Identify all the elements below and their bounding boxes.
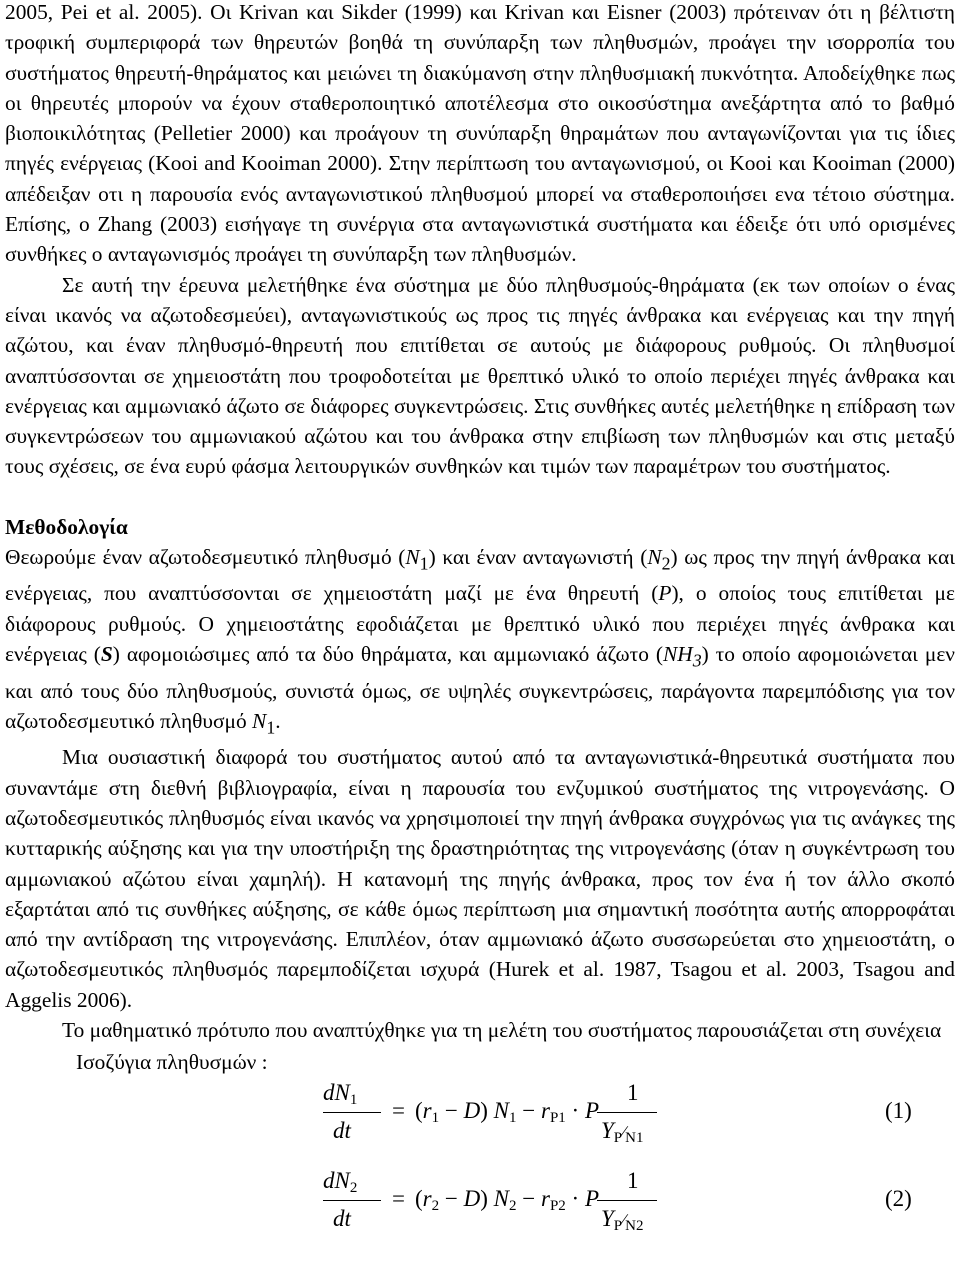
paragraph-model-intro: Το μαθηματικό πρότυπο που αναπτύχθηκε για τη μελέτη του συστήματος παρουσιάζεται στη συνέχεια [62, 1018, 942, 1043]
document-page [5, 0, 955, 1254]
paragraph-intro: 2005, Pei et al. 2005). Οι Krivan και Sikder (1999) και Krivan και Eisner (2003) πρότειναν ότι η βέλτιστη τροφική συμπεριφορά των θηρευτών βοηθά τη συνύπαρξη των πληθυσμών, προάγει την ισορροπία του συστήματος θηρευτή-θηράματος και μειώνει τη διακύμανση στην πληθυσμιακή πυκνότητα. Αποδείχθηκε πως οι θηρευτές μπορούν να έχουν σταθεροποιητικό αποτέλεσμα στο οικοσύστημα ανεξάρτητα από το βαθμό βιοποικιλότητας (Pelletier 2000) και προάγουν τη συνύπαρξη θηραμάτων που ανταγωνίζονται για τις ίδιες πηγές ενέργειας (Kooi and Kooiman 2000). Στην περίπτωση του ανταγωνισμού, οι Kooi και Kooiman (2000) απέδειξαν οτι η παρουσία ενός ανταγωνιστικού πληθυσμού μπορεί να σταθεροποιήσει ενα τέτοιο σύστημα. Επίσης, ο Zhang (2003) εισήγαγε τη συνέργια στα ανταγωνιστικά συστήματα και έδειξε ότι υπό ορισμένες συνθήκες ο ανταγωνισμός προάγει τη συνύπαρξη των πληθυσμών. [5, 0, 955, 267]
equation-2: $dN_2$ dt = $(r_2 - D) N_2 - r_{P2} \cdot P$ 1 $Y_P∕_{N2}$ (2) [323, 1167, 912, 1234]
paragraph-method: Θεωρούμε έναν αζωτοδεσμευτικό πληθυσμό $(N_1)$ και έναν ανταγωνιστή $(N_2)$ ως προς την πηγή άνθρακα και ενέργειας, που αναπτύσσονται σε χημειοστάτη μαζί με ένα θηρευτή (P), ο οποίος τους επιτίθεται με διάφορους ρυθμούς. Ο χημειοστάτης εφοδιάζεται με θρεπτικό υλικό που περιέχει πηγές άνθρακα και ενέργειας (S) αφομοιώσιμες από τα δύο θηράματα, και αμμωνιακό άζωτο $(NH_3)$ το οποίο αφομοιώνεται μεν και από τους δύο πληθυσμούς, συνιστά όμως, σε υψηλές συγκεντρώσεις, παράγοντα παρεμπόδισης για τον αζωτοδεσμευτικό πληθυσμό $N_1$. [5, 544, 955, 738]
paragraph-nitrogenase: Μια ουσιαστική διαφορά του συστήματος αυτού από τα ανταγωνιστικά-θηρευτικά συστήματα που συναντάμε στη διεθνή βιβλιογραφία, είναι η παρουσία του ενζυμικού συστήματος της νιτρογενάσης. Ο αζωτοδεσμευτικός πληθυσμός είναι ικανός να χρησιμοποιεί την πηγή άνθρακα συγχρόνως για τις ανάγκες της κυτταρικής αύξησης και για την υποστήριξη της δραστηριότητας της νιτρογενάσης (όταν η συγκέντρωση του αμμωνιακού αζώτου είναι χαμηλή). Η κατανομή της πηγής άνθρακα, προς τον ένα ή τον άλλο σκοπό εξαρτάται από τις συνθήκες αύξησης, σε κάθε όμως περίπτωση μια σημαντική ποσότητα αυτής απορροφάται από την αντίδραση της νιτρογενάσης. Επιπλέον, όταν αμμωνιακό άζωτο συσσωρεύεται στο χημειοστάτη, ο αζωτοδεσμευτικός πληθυσμός παρεμποδίζεται ισχυρά (Hurek et al. 1987, Tsagou et al. 2003, Tsagou and Aggelis 2006). [5, 745, 955, 1012]
equation-1: $dN_1$ dt = $(r_1 - D) N_1 - r_{P1} \cdot P$ 1 $Y_P∕_{N1}$ (1) [323, 1079, 912, 1146]
equation-1-number: (1) [885, 1097, 912, 1123]
equation-2-number: (2) [885, 1185, 912, 1211]
paragraph-study: Σε αυτή την έρευνα μελετήθηκε ένα σύστημα με δύο πληθυσμούς-θηράματα (εκ των οποίων ο ένας είναι ικανός να αζωτοδεσμεύει), ανταγωνιστικούς ως προς τις πηγές άνθρακα και ενέργειας και την πηγή αζώτου, και έναν πληθυσμό-θηρευτή που επιτίθεται σε αυτούς με διάφορους ρυθμούς. Οι πληθυσμοί αναπτύσσονται σε χημειοστάτη που τροφοδοτείται με θρεπτικό υλικό το οποίο περιέχει πηγές άνθρακα και ενέργειας και αμμωνιακό άζωτο σε διάφορες συγκεντρώσεις. Στις συνθήκες αυτές μελετήθηκε η επίδραση των συγκεντρώσεων του αμμωνιακού αζώτου και του άνθρακα στην επιβίωση των πληθυσμών και στις μεταξύ τους σχέσεις, σε ένα ευρύ φάσμα λειτουργικών συνθηκών και τιμών των παραμέτρων του συστήματος. [5, 272, 955, 479]
equations-label: Ισοζύγια πληθυσμών : [76, 1050, 268, 1075]
section-heading-methodology: Μεθοδολογία [5, 514, 128, 539]
